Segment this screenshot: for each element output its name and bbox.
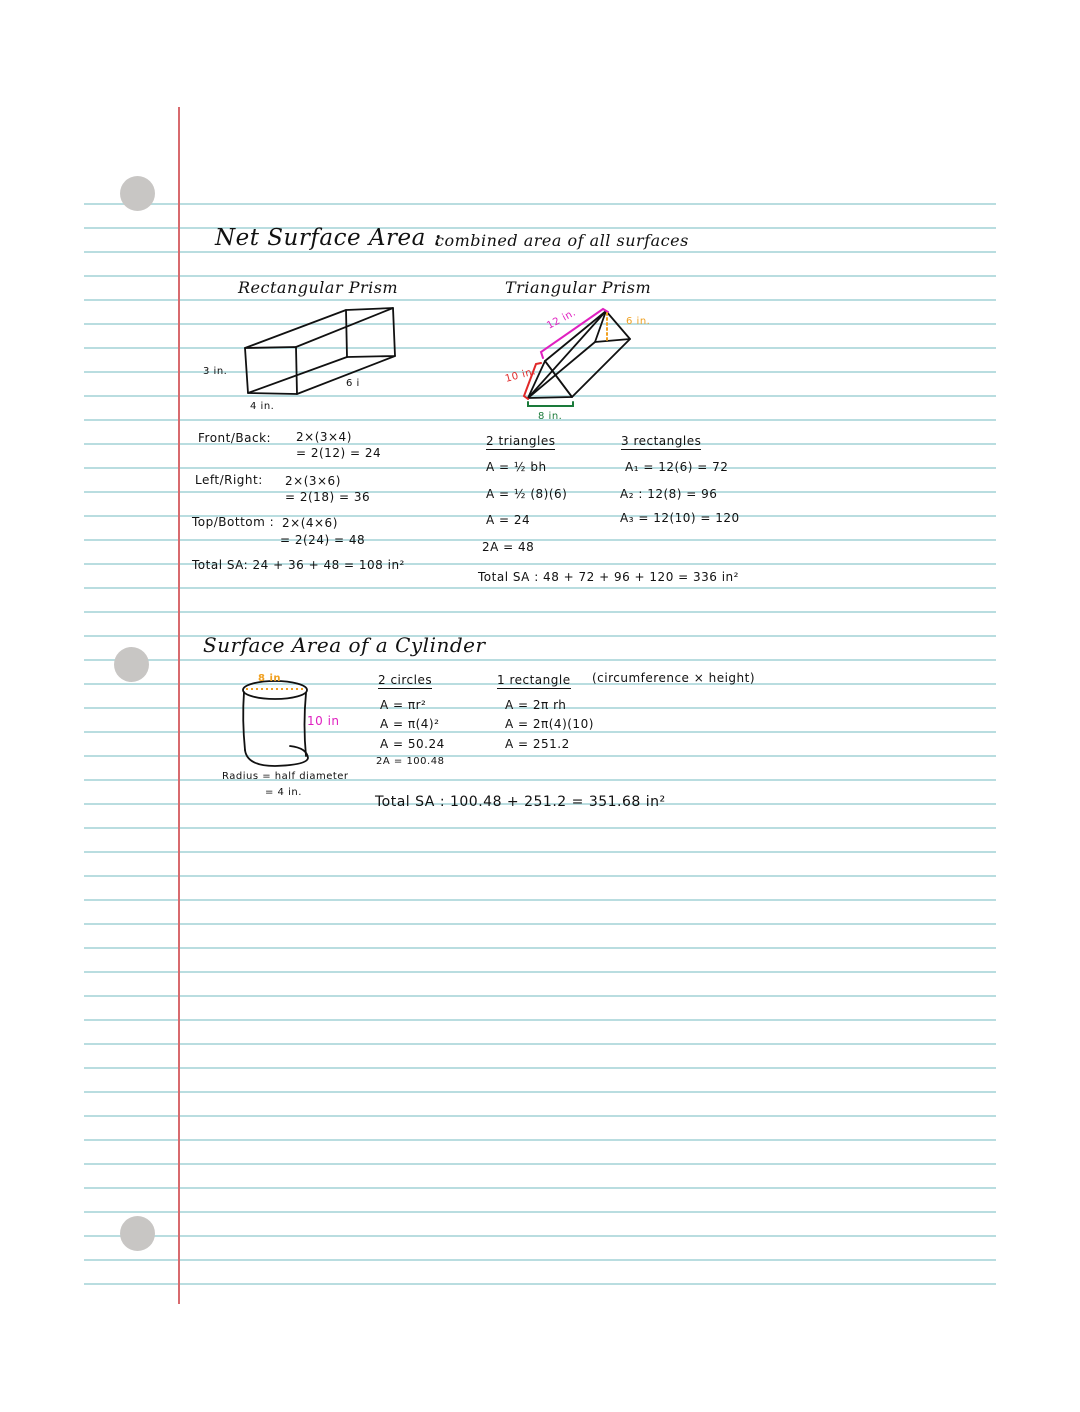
cylinder-height-label: 10 in — [307, 714, 340, 728]
rect-length-label: 6 i — [346, 378, 360, 389]
cyl-rectangle-line-2: A = 2π(4)(10) — [505, 717, 594, 731]
cyl-rectangle-line-1: A = 2π rh — [505, 698, 567, 712]
cylinder-title: Surface Area of a Cylinder — [203, 633, 486, 657]
cyl-rectangle-note: (circumference × height) — [592, 671, 756, 685]
rect-height-label: 3 in. — [203, 366, 228, 377]
left-right-line2: = 2(18) = 36 — [285, 490, 371, 504]
left-right-label: Left/Right: — [195, 473, 263, 487]
circle-line-3: A = 50.24 — [380, 737, 445, 751]
rectangles-header: 3 rectangles — [621, 434, 702, 448]
front-back-line1: 2×(3×4) — [296, 430, 352, 444]
triangle-line-4: 2A = 48 — [482, 540, 535, 554]
tri-length-label: 12 in. — [545, 307, 578, 332]
page-title: Net Surface Area : — [215, 225, 442, 251]
left-right-line1: 2×(3×6) — [285, 474, 341, 488]
circle-line-2: A = π(4)² — [380, 717, 440, 731]
cyl-rectangle-header: 1 rectangle — [497, 673, 571, 687]
cyl-rectangle-line-3: A = 251.2 — [505, 737, 570, 751]
rectangle-line-3: A₃ = 12(10) = 120 — [620, 511, 740, 525]
circles-header: 2 circles — [378, 673, 433, 687]
triangular-prism-label: Triangular Prism — [505, 278, 652, 297]
rect-width-label: 4 in. — [250, 401, 275, 412]
radius-note-1: Radius = half diameter — [222, 771, 349, 782]
front-back-line2: = 2(12) = 24 — [296, 446, 382, 460]
definition-text: combined area of all surfaces — [435, 231, 689, 250]
triangle-line-1: A = ½ bh — [486, 460, 547, 474]
top-bottom-label: Top/Bottom : — [192, 515, 275, 529]
triangles-header: 2 triangles — [486, 434, 556, 448]
rectangle-line-2: A₂ : 12(8) = 96 — [620, 487, 718, 501]
rectangle-line-1: A₁ = 12(6) = 72 — [625, 460, 729, 474]
cylinder-total-sa: Total SA : 100.48 + 251.2 = 351.68 in² — [375, 794, 666, 810]
top-bottom-line1: 2×(4×6) — [282, 516, 338, 530]
front-back-label: Front/Back: — [198, 431, 272, 445]
tri-side-label: 10 in. — [504, 366, 538, 385]
cylinder-diameter-label: 8 in — [258, 673, 281, 684]
triangle-line-3: A = 24 — [486, 513, 531, 527]
triangle-line-2: A = ½ (8)(6) — [486, 487, 568, 501]
tri-total-sa: Total SA : 48 + 72 + 96 + 120 = 336 in² — [478, 570, 739, 584]
tri-base-label: 8 in. — [538, 411, 563, 422]
radius-note-2: = 4 in. — [265, 787, 302, 798]
top-bottom-line2: = 2(24) = 48 — [280, 533, 366, 547]
circle-line-4: 2A = 100.48 — [376, 756, 445, 767]
circle-line-1: A = πr² — [380, 698, 427, 712]
rectangular-prism-label: Rectangular Prism — [238, 278, 399, 297]
rect-total-sa: Total SA: 24 + 36 + 48 = 108 in² — [192, 558, 405, 572]
tri-height-label: 6 in. — [626, 316, 651, 327]
